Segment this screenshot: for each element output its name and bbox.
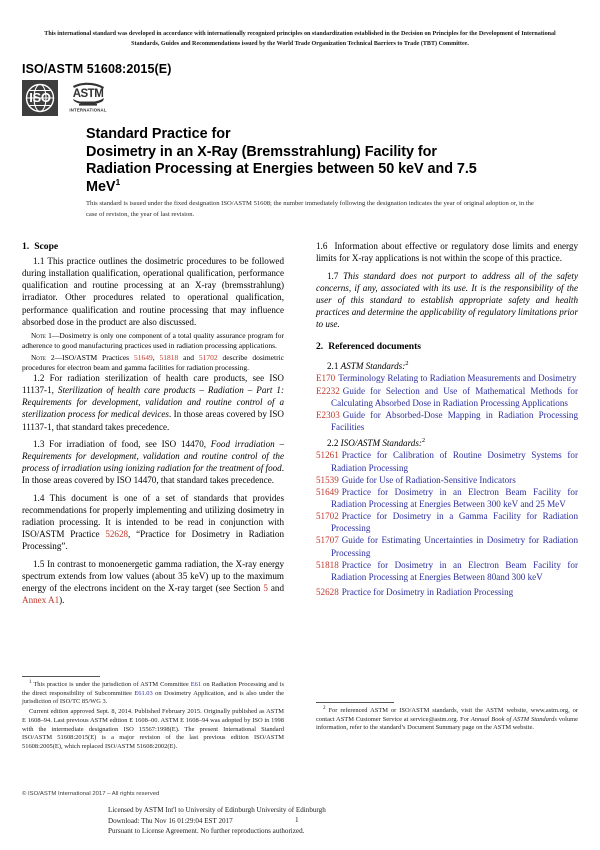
- list-item[interactable]: [316, 372, 578, 384]
- standard-code[interactable]: E170: [316, 373, 336, 384]
- link-annex-a1[interactable]: Annex A1: [22, 595, 60, 606]
- para-1-5-text-a: In contrast to monoenergetic gamma radiation, the X-ray energy spectrum extends from low values (about 35 keV) up to the maximum energy of the electrons incident on the X-ray target (see Section: [22, 558, 285, 593]
- note-1: [22, 331, 284, 350]
- section-heading-scope: [22, 240, 284, 253]
- standard-title[interactable]: Practice for Dosimetry in a Gamma Facility for Radiation Processing: [331, 511, 578, 534]
- standard-code[interactable]: 52628: [316, 587, 339, 598]
- standard-title[interactable]: Practice for Dosimetry in an Electron Beam Facility for Radiation Processing at Energies Between 80and 300 keV: [331, 559, 578, 582]
- iso-logo-text: ISO: [29, 90, 51, 105]
- title-line-4-text: MeV: [86, 178, 116, 195]
- para-1-3-number: 1.3: [33, 438, 45, 449]
- note-1-label: Note: [31, 331, 46, 341]
- para-1-7-number: 1.7: [327, 270, 339, 281]
- logo-row: [22, 80, 108, 116]
- standard-title[interactable]: Practice for Calibration of Routine Dosimetry Systems for Radiation Processing: [331, 450, 578, 473]
- copyright-notice: © ISO/ASTM International 2017 – All rights reserved: [22, 791, 160, 797]
- para-1-5-mid: and: [267, 583, 285, 593]
- link-51818[interactable]: 51818: [159, 353, 179, 363]
- sub-2-2-text: ISO/ASTM Standards:: [340, 438, 422, 449]
- title-line-2: Dosimetry in an X-Ray (Bremsstrahlung) Facility for: [86, 143, 437, 160]
- list-item[interactable]: [316, 486, 578, 510]
- footnote-block-right: [316, 702, 578, 733]
- note-1-text: Dosimetry is only one component of a total quality assurance program for adherence to good manufacturing practices used in radiation processing applications.: [22, 331, 285, 350]
- title-line-1: Standard Practice for: [86, 126, 231, 142]
- para-1-2-text-b: . In those areas covered by ISO 11137-1, that standard takes precedence.: [22, 409, 284, 432]
- note-2-sep-2: and: [178, 353, 199, 363]
- footnote-2-italic: Annual Book of ASTM Standards: [470, 715, 557, 723]
- astm-logo-icon: [68, 80, 108, 116]
- list-item[interactable]: [316, 559, 578, 583]
- subsection-2-2: [316, 437, 578, 449]
- standard-code[interactable]: E2303: [316, 409, 340, 420]
- footnote-2: [316, 707, 578, 733]
- standard-code[interactable]: 51707: [316, 535, 339, 546]
- standard-code[interactable]: 51702: [316, 511, 339, 522]
- footnote-1-marker: 1: [29, 679, 32, 685]
- standard-designation: ISO/ASTM 51608:2015(E): [22, 62, 172, 76]
- svg-text:ASTM: ASTM: [72, 88, 104, 100]
- section-heading-references: [316, 340, 578, 353]
- para-1-2-text-a: For radiation sterilization of health care products, see ISO 11137-1,: [22, 372, 284, 396]
- list-item[interactable]: [316, 534, 578, 558]
- para-1-1-text: This practice outlines the dosimetric procedures to be followed during installation qualification, operational qualification, performance qualification and routine processing at an X-ray (bremsstrahlung) irradiator. Other procedures related to operational qualification, performance qualification and routine processing that may influence absorbed dose in the product are also discussed.: [22, 256, 285, 327]
- footnote-1: [22, 681, 284, 707]
- paragraph-1-6: [316, 240, 578, 264]
- title-line-3: Radiation Processing at Energies between 50 keV and 7.5: [86, 161, 477, 178]
- license-line-2: Download: Thu Nov 16 01:29:04 EST 2017: [108, 816, 233, 825]
- left-column: [22, 240, 284, 606]
- footnote-2-text-b: volume information, refer to the standard’s Document Summary page on the ASTM website.: [316, 715, 578, 732]
- sub-2-1-text: ASTM Standards:: [340, 361, 406, 372]
- para-1-4-text-b: , “Practice for Dosimetry in Radiation Processing”.: [22, 529, 285, 552]
- para-1-5-number: 1.5: [33, 558, 45, 569]
- standard-title[interactable]: Practice for Dosimetry in an Electron Beam Facility for Radiation Processing at Energies Between 300 keV and 25 MeV: [331, 486, 578, 509]
- document-title: [86, 126, 554, 196]
- footnote-1-text-b: on Radiation Processing and is the direct responsibility of Subcommittee: [22, 681, 285, 697]
- list-item[interactable]: [316, 510, 578, 534]
- link-section-5[interactable]: 5: [263, 583, 268, 593]
- standard-title[interactable]: Guide for Absorbed-Dose Mapping in Radiation Processing Facilities: [331, 409, 578, 433]
- para-1-5-text-b: ).: [59, 595, 65, 606]
- note-2: [22, 353, 284, 372]
- para-1-7-text: This standard does not purport to address all of the safety concerns, if any, associated with its use. It is the responsibility of the user of this standard to establish appropriate safety and health practices and determine the applicability of regulatory limitations prior to use.: [316, 270, 578, 330]
- iso-astm-standards-list: [316, 449, 578, 598]
- sub-2-2-footnote-marker: 2: [421, 437, 426, 445]
- license-block: [108, 805, 326, 837]
- paragraph-1-3: [22, 438, 284, 487]
- paragraph-1-2: [22, 372, 284, 433]
- para-1-3-text-b: . In those areas covered by ISO 14470, that standard takes precedence.: [22, 463, 284, 486]
- standard-title[interactable]: Guide for Selection and Use of Mathematical Methods for Calculating Absorbed Dose in Radiation Processing Applications: [331, 385, 578, 408]
- footnote-1-text-a: This practice is under the jurisdiction of ASTM Committee: [31, 681, 191, 688]
- list-item[interactable]: [316, 409, 578, 433]
- astm-standards-list: [316, 372, 578, 433]
- footnote-block-left: [22, 676, 284, 752]
- link-51702[interactable]: 51702: [198, 353, 218, 363]
- issue-note: This standard is issued under the fixed designation ISO/ASTM 51608; the number immediately following the designation indicates the year of original adoption or, in the case of revision, the year of last revision.: [86, 200, 534, 219]
- footnote-rule: [316, 702, 394, 703]
- list-item[interactable]: [316, 449, 578, 473]
- references-heading-number: 2.: [316, 341, 324, 353]
- footnote-1-text-c: on Dosimetry Application, and is also under the jurisdiction of ISO/TC 85/WG 3.: [22, 689, 284, 706]
- svg-text:INTERNATIONAL: INTERNATIONAL: [69, 107, 107, 113]
- tbt-notice: This international standard was developed in accordance with internationally recognized principles on standardization established in the Decision on Principles for the Development of International Standards, Guides and Recommendations issued by the World Trade Organization Technical Barriers to Trade (TBT) Committee.: [44, 31, 556, 47]
- para-1-4-text-a: This document is one of a set of standards that provides recommendations for properly implementing and utilizing dosimetry in radiation processing. It is intended to be read in conjunction with ISO/ASTM Practice: [22, 492, 285, 540]
- title-footnote-marker: 1: [115, 176, 121, 187]
- standard-title[interactable]: Guide for Estimating Uncertainties in Dosimetry for Radiation Processing: [331, 535, 578, 558]
- footnote-1-edition-info: Current edition approved Sept. 8, 2014. Published February 2015. Originally published as ASTM E 1608–94. Last previous ASTM edition E 1608–00. ASTM E 1608–94 was adopted by ISO in 1998 with the intermediate designation ISO 15567:1998(E). The present International Standard ISO/ASTM 51608:2015(E) is a major revision of the last previous edition ISO/ASTM 51608:2005(E), which replaced ISO/ASTM 51608:2002(E).: [22, 708, 284, 750]
- link-52628[interactable]: 52628: [105, 529, 129, 540]
- right-column: [316, 240, 578, 598]
- subsection-2-1: [316, 360, 578, 372]
- standard-title[interactable]: Terminology Relating to Radiation Measurements and Dosimetry: [338, 373, 577, 384]
- paragraph-1-5-start: [22, 558, 284, 607]
- para-1-2-number: 1.2: [33, 372, 45, 383]
- note-2-suffix: describe dosimetric procedures for electron beam and gamma facilities for radiation processing.: [22, 353, 285, 372]
- note-2-label: Note: [31, 353, 46, 363]
- para-1-3-italic: Food irradiation – Requirements for development, validation and routine control of the process of irradiation using ionizing radiation for the treatment of food: [22, 438, 284, 474]
- para-1-1-number: 1.1: [33, 256, 45, 266]
- para-1-4-number: 1.4: [33, 492, 45, 503]
- list-item[interactable]: [316, 385, 578, 409]
- standard-code[interactable]: E2232: [316, 385, 340, 396]
- iso-logo: [22, 80, 58, 116]
- sub-2-1-number: 2.1: [327, 361, 339, 372]
- license-line-3: Pursuant to License Agreement. No further reproductions authorized.: [108, 827, 305, 836]
- standard-code[interactable]: 51539: [316, 474, 339, 485]
- standard-title[interactable]: Practice for Dosimetry in Radiation Processing: [341, 587, 514, 598]
- note-2-number: 2—: [46, 353, 63, 363]
- astm-logo: [68, 80, 108, 116]
- scope-heading-number: 1.: [22, 241, 30, 252]
- sub-2-2-number: 2.2: [327, 438, 339, 449]
- link-e61[interactable]: E61: [190, 681, 202, 688]
- list-item[interactable]: [316, 586, 578, 598]
- scope-heading-text: Scope: [34, 241, 59, 252]
- standard-code[interactable]: 51818: [316, 559, 339, 570]
- license-line-1: Licensed by ASTM Int'l to University of Edinburgh University of Edinburgh: [108, 806, 326, 814]
- para-1-3-text-a: For irradiation of food, see ISO 14470,: [49, 438, 211, 449]
- para-1-6-text: Information about effective or regulatory dose limits and energy limits for X-ray applications is not within the scope of this practice.: [316, 241, 578, 264]
- standard-code[interactable]: 51649: [316, 486, 339, 497]
- note-2-prefix: ISO/ASTM Practices: [62, 353, 134, 363]
- standard-title[interactable]: Guide for Use of Radiation-Sensitive Indicators: [341, 474, 516, 485]
- footnote-rule: [22, 676, 100, 677]
- list-item[interactable]: [316, 474, 578, 486]
- paragraph-1-4: [22, 492, 284, 553]
- para-1-6-number: 1.6: [316, 241, 328, 251]
- note-1-number: 1—: [46, 331, 60, 341]
- page-number: 1: [295, 816, 299, 824]
- title-line-4: [86, 176, 554, 197]
- note-2-sep-1: ,: [152, 353, 160, 363]
- standard-code[interactable]: 51261: [316, 450, 339, 461]
- footnote-2-marker: 2: [323, 705, 326, 711]
- para-1-2-italic: Sterilization of health care products – Radiation – Part 1: Requirements for development, validation and routine control of a sterilization process for medical devices: [22, 385, 284, 420]
- link-e61-03[interactable]: E61.03: [134, 689, 153, 697]
- footnote-2-text-a: For referenced ASTM or ISO/ASTM standards, visit the ASTM website, www.astm.org, or contact ASTM Customer Service at service@astm.org. For: [316, 707, 578, 723]
- paragraph-1-7: [316, 270, 578, 331]
- references-heading-text: Referenced documents: [328, 341, 422, 353]
- link-51649[interactable]: 51649: [133, 353, 153, 363]
- paragraph-1-1: [22, 255, 284, 328]
- sub-2-1-footnote-marker: 2: [405, 360, 409, 368]
